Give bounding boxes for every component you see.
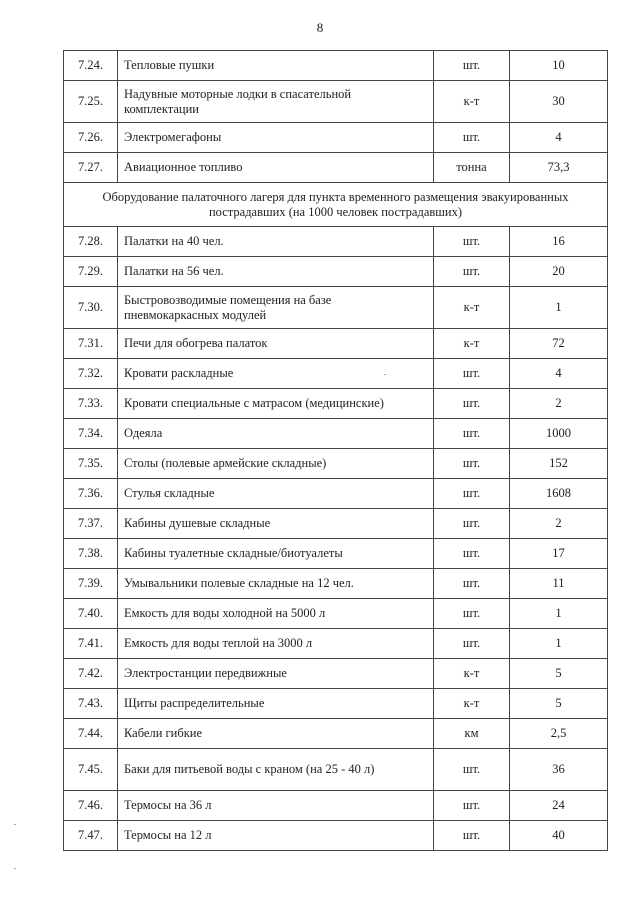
item-unit: шт. [434,599,510,629]
table-row [64,821,608,851]
item-name: Умывальники полевые складные на 12 чел. [118,569,434,599]
item-name: Кабины душевые складные [118,509,434,539]
scan-artifact [384,374,386,375]
table-row [64,539,608,569]
item-name: Столы (полевые армейские складные) [118,449,434,479]
scan-artifact [14,868,16,869]
item-number: 7.32. [64,359,118,389]
item-unit: шт. [434,389,510,419]
item-number: 7.41. [64,629,118,659]
table-row [64,509,608,539]
item-name: Одеяла [118,419,434,449]
item-number: 7.24. [64,51,118,81]
section-heading-row [64,183,608,227]
item-unit: шт. [434,539,510,569]
item-quantity: 5 [510,689,608,719]
table-row [64,659,608,689]
item-unit: шт. [434,449,510,479]
item-unit: шт. [434,821,510,851]
item-number: 7.26. [64,123,118,153]
item-name: Быстровозводимые помещения на базе пневмокаркасных модулей [118,287,434,329]
scan-artifact [14,824,16,825]
item-name: Тепловые пушки [118,51,434,81]
item-number: 7.35. [64,449,118,479]
item-unit: шт. [434,227,510,257]
equipment-table [63,50,608,851]
item-name: Надувные моторные лодки в спасательной комплектации [118,81,434,123]
item-quantity: 2 [510,389,608,419]
item-name: Палатки на 40 чел. [118,227,434,257]
item-unit: шт. [434,749,510,791]
table-row [64,629,608,659]
item-number: 7.42. [64,659,118,689]
item-unit: шт. [434,257,510,287]
item-quantity: 17 [510,539,608,569]
item-quantity: 1 [510,629,608,659]
table-row [64,51,608,81]
item-name: Печи для обогрева палаток [118,329,434,359]
item-quantity: 152 [510,449,608,479]
table-row [64,287,608,329]
item-number: 7.31. [64,329,118,359]
item-quantity: 11 [510,569,608,599]
table-row [64,81,608,123]
item-quantity: 1 [510,287,608,329]
item-unit: к-т [434,81,510,123]
page-number: 8 [316,20,324,35]
item-quantity: 4 [510,359,608,389]
item-unit: шт. [434,791,510,821]
item-name: Термосы на 36 л [118,791,434,821]
item-quantity: 30 [510,81,608,123]
table-row [64,329,608,359]
item-quantity: 2 [510,509,608,539]
item-name: Кабели гибкие [118,719,434,749]
item-quantity: 24 [510,791,608,821]
item-number: 7.38. [64,539,118,569]
item-unit: шт. [434,51,510,81]
item-number: 7.27. [64,153,118,183]
item-quantity: 16 [510,227,608,257]
item-quantity: 1 [510,599,608,629]
table-row [64,791,608,821]
item-number: 7.34. [64,419,118,449]
item-number: 7.39. [64,569,118,599]
item-unit: км [434,719,510,749]
table-row [64,257,608,287]
item-name: Термосы на 12 л [118,821,434,851]
table-row [64,599,608,629]
item-unit: шт. [434,359,510,389]
equipment-table-body [64,51,608,851]
item-name: Кровати раскладные [118,359,434,389]
table-row [64,227,608,257]
item-name: Палатки на 56 чел. [118,257,434,287]
item-quantity: 36 [510,749,608,791]
table-row [64,153,608,183]
item-number: 7.36. [64,479,118,509]
item-quantity: 20 [510,257,608,287]
item-unit: шт. [434,629,510,659]
item-number: 7.45. [64,749,118,791]
item-unit: к-т [434,329,510,359]
item-quantity: 72 [510,329,608,359]
item-number: 7.37. [64,509,118,539]
item-number: 7.40. [64,599,118,629]
item-quantity: 4 [510,123,608,153]
item-number: 7.44. [64,719,118,749]
item-number: 7.33. [64,389,118,419]
item-unit: шт. [434,479,510,509]
item-number: 7.30. [64,287,118,329]
item-number: 7.43. [64,689,118,719]
table-row [64,749,608,791]
table-row [64,419,608,449]
table-row [64,449,608,479]
item-number: 7.29. [64,257,118,287]
item-unit: к-т [434,287,510,329]
section-heading: Оборудование палаточного лагеря для пункта временного размещения эвакуированных пострадавших (на 1000 человек пострадавших) [64,183,608,227]
item-quantity: 10 [510,51,608,81]
item-number: 7.25. [64,81,118,123]
item-unit: шт. [434,569,510,599]
item-quantity: 40 [510,821,608,851]
table-row [64,389,608,419]
item-unit: тонна [434,153,510,183]
item-number: 7.46. [64,791,118,821]
table-row [64,479,608,509]
table-row [64,719,608,749]
item-quantity: 1608 [510,479,608,509]
table-row [64,689,608,719]
item-number: 7.28. [64,227,118,257]
item-quantity: 1000 [510,419,608,449]
item-quantity: 5 [510,659,608,689]
table-row [64,359,608,389]
item-name: Электромегафоны [118,123,434,153]
item-quantity: 2,5 [510,719,608,749]
item-unit: шт. [434,509,510,539]
item-name: Щиты распределительные [118,689,434,719]
table-row [64,123,608,153]
item-name: Авиационное топливо [118,153,434,183]
item-name: Кабины туалетные складные/биотуалеты [118,539,434,569]
table-row [64,569,608,599]
item-name: Баки для питьевой воды с краном (на 25 - 40 л) [118,749,434,791]
item-name: Стулья складные [118,479,434,509]
item-unit: шт. [434,123,510,153]
item-name: Емкость для воды теплой на 3000 л [118,629,434,659]
item-name: Емкость для воды холодной на 5000 л [118,599,434,629]
item-unit: к-т [434,689,510,719]
item-quantity: 73,3 [510,153,608,183]
item-name: Электростанции передвижные [118,659,434,689]
item-name: Кровати специальные с матрасом (медицинские) [118,389,434,419]
item-number: 7.47. [64,821,118,851]
item-unit: шт. [434,419,510,449]
item-unit: к-т [434,659,510,689]
